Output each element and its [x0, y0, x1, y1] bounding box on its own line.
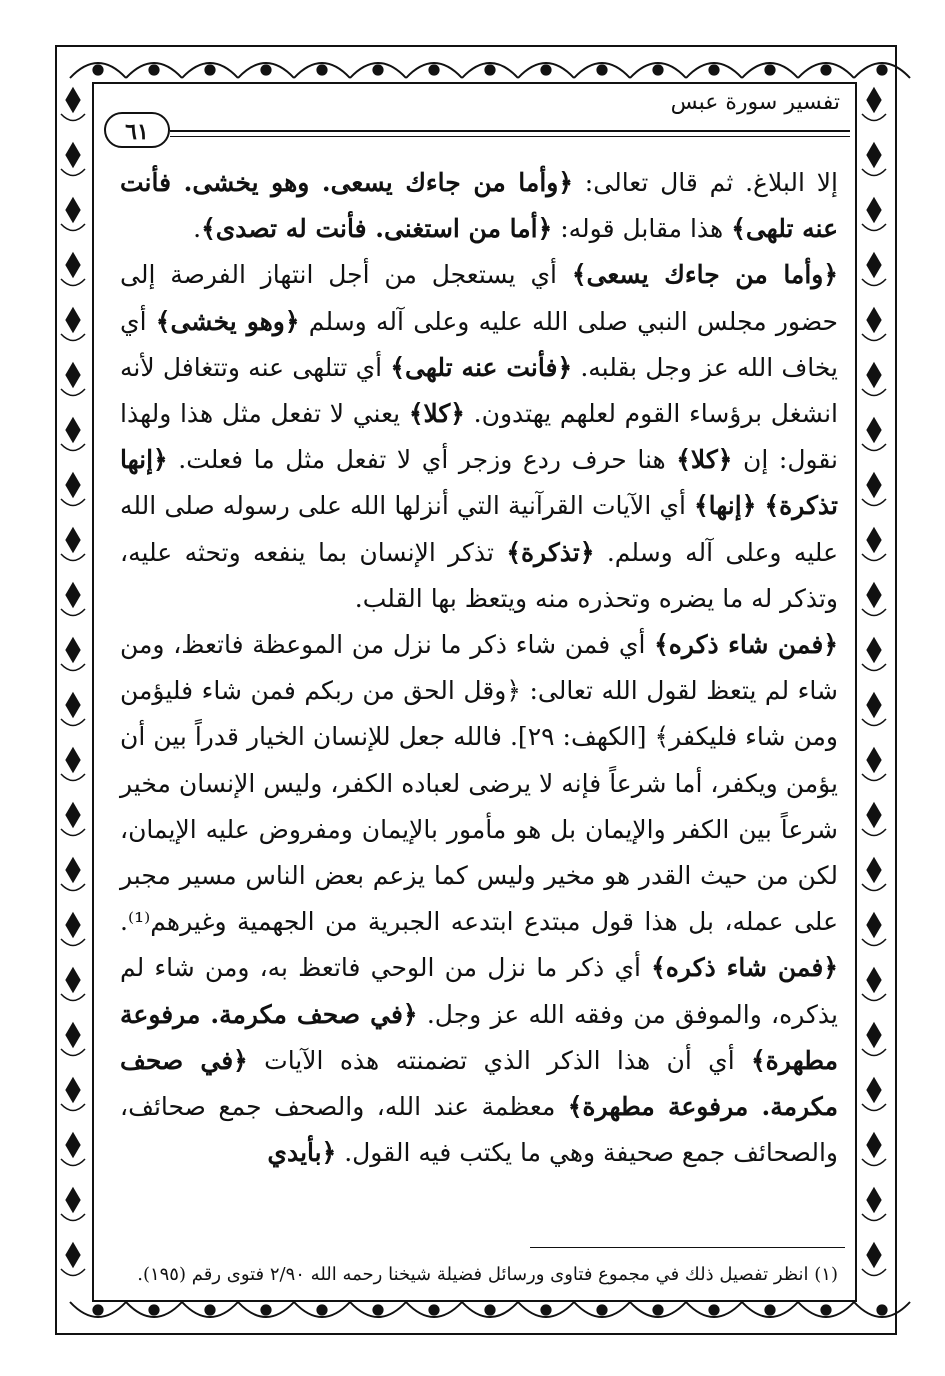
quran-quote: ﴿كلا﴾ — [676, 445, 733, 475]
paragraph — [120, 622, 838, 1176]
text-segment: أي ذكر ما نزل من الوحي فاتعظ به، ومن شاء لم يذكره، والموفق من وفقه الله عز وجل. — [120, 953, 839, 1029]
text-segment: أي تتلهى عنه وتتغافل لأنه انشغل برؤساء القوم لعلهم يهتدون. — [120, 352, 839, 429]
footnote-separator — [530, 1247, 845, 1248]
quran-quote: ﴿فمن شاء ذكره﴾ — [651, 953, 838, 983]
quran-quote: ﴿إنها تذكرة﴾ — [120, 445, 838, 521]
quran-quote: ﴿بأيدي — [267, 1138, 337, 1168]
text-segment: تذكر الإنسان بما ينفعه وتحثه عليه، وتذكر له ما يضره وتحذره منه ويتعظ بها القلب. — [120, 537, 838, 613]
main-text — [120, 160, 838, 1176]
text-segment: . — [193, 214, 202, 244]
text-segment: هنا حرف ردع وزجر أي لا تفعل مثل ما فعلت. — [167, 445, 677, 475]
quran-quote: ﴿وأما من جاءك يسعى. وهو يخشى. فأنت عنه تلهى﴾ — [120, 168, 838, 244]
text-segment: يعني لا تفعل مثل هذا ولهذا نقول: إن — [120, 399, 839, 475]
paragraph — [120, 252, 838, 622]
quran-quote: ﴿فمن شاء ذكره﴾ — [654, 630, 838, 660]
text-segment: إلا البلاغ. ثم قال تعالى: — [573, 168, 838, 197]
paragraph — [120, 160, 838, 252]
quran-quote: ﴿إنها﴾ — [694, 491, 757, 521]
text-segment: معظمة عند الله، والصحف جمع صحائف، والصحائف جمع صحيفة وهي ما يكتب فيه القول. — [120, 1092, 838, 1168]
text-segment: أي يخاف الله عز وجل بقلبه. — [120, 306, 838, 382]
quran-quote: ﴿كلا﴾ — [408, 399, 465, 429]
text-segment: أي أن هذا الذكر الذي تضمنته هذه الآيات — [247, 1045, 752, 1075]
running-header-title: تفسير سورة عبس — [670, 90, 840, 115]
text-segment: أي فمن شاء ذكر ما نزل من الموعظة فاتعظ، ومن شاء لم يتعظ لقول الله تعالى: ﴿وقل الحق من ربكم فمن شاء فليؤمن ومن شاء فليكفر﴾ [الكهف: ٢٩]. فالله جعل للإنسان الخيار قدراً بين أن يؤمن ويكفر، أما شرعاً فإنه لا يرضى لعباده الكفر، وليس الإنسان مخير شرعاً بين الكفر والإيمان بل هو مأمور بالإيمان ومفروض عليه الإيمان، لكن من حيث القدر هو مخير وليس كما يزعم بعض الناس مسير مجبر على عمله، بل هذا قول مبتدع ابتدعه الجبرية من الجهمية وغيرهم⁽¹⁾. — [120, 630, 838, 937]
running-header — [100, 88, 850, 148]
text-segment: أي يستعجل من أجل انتهاز الفرصة إلى حضور مجلس النبي صلى الله عليه وعلى آله وسلم — [120, 260, 838, 336]
quran-quote: ﴿في صحف مكرمة. مرفوعة مطهرة﴾ — [120, 1045, 838, 1122]
header-rule — [170, 130, 850, 137]
quran-quote: ﴿فأنت عنه تلهى﴾ — [390, 352, 573, 382]
quran-quote: ﴿في صحف مكرمة. مرفوعة مطهرة﴾ — [120, 999, 838, 1075]
footnote: (١) انظر تفصيل ذلك في مجموع فتاوى ورسائل فضيلة شيخنا رحمه الله ٢/٩٠ فتوى رقم (١٩٥). — [137, 1264, 838, 1285]
page-number: ٦١ — [104, 112, 170, 148]
text-segment: هذا مقابل قوله: — [552, 214, 732, 244]
quran-quote: ﴿تذكرة﴾ — [506, 537, 595, 567]
quran-quote: ﴿أما من استغنى. فأنت له تصدى﴾ — [201, 214, 553, 244]
quran-quote: ﴿وأما من جاءك يسعى﴾ — [571, 260, 838, 290]
text-segment: أي الآيات القرآنية التي أنزلها الله على رسوله صلى الله عليه وعلى آله وسلم. — [120, 491, 838, 567]
quran-quote: ﴿وهو يخشى﴾ — [155, 306, 300, 336]
